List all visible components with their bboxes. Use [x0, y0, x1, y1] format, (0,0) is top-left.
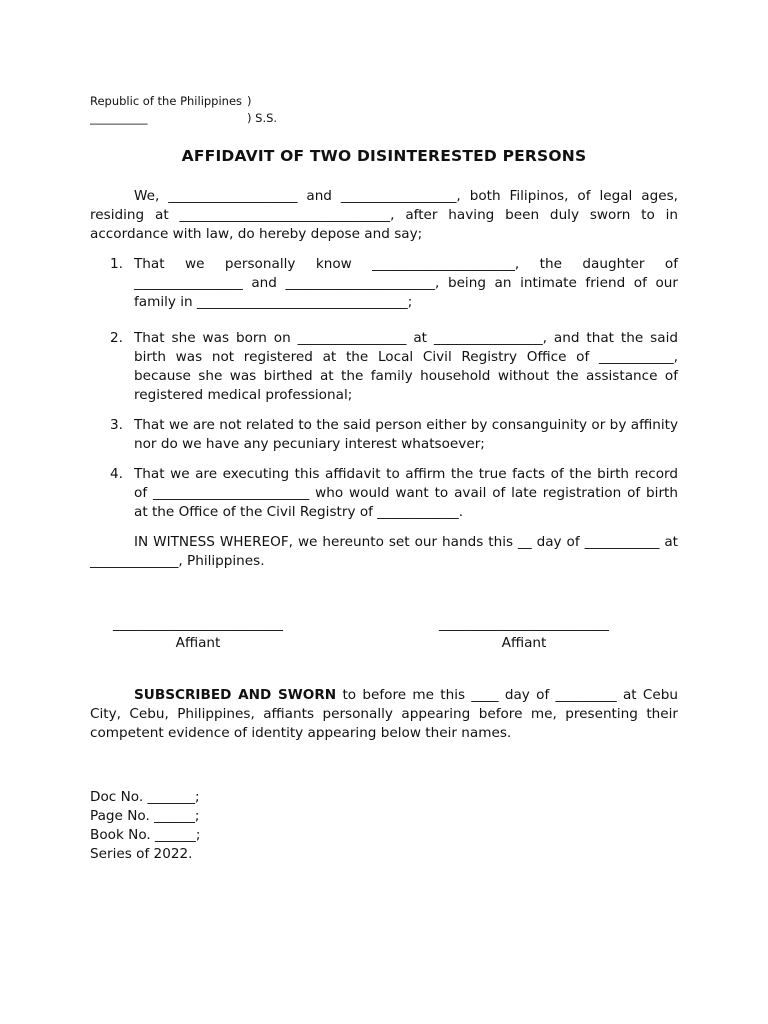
statement-text: That we personally know _____________________, the daughter of ________________ and ______________________, being an intimate friend of our family in _______________________________;	[134, 256, 678, 310]
statement-item-2	[90, 329, 678, 405]
statement-number: 3.	[110, 417, 123, 433]
book-number: Book No. ______;	[90, 827, 201, 843]
signature-label: Affiant	[175, 635, 221, 651]
signature-line: _________________________	[113, 616, 283, 632]
affidavit-body	[90, 187, 678, 743]
venue-paren: )	[247, 94, 252, 108]
notary-block	[90, 788, 200, 864]
affiant-signature-2	[414, 615, 634, 653]
venue-ss: ) S.S.	[247, 111, 278, 125]
statement-item-1	[90, 255, 678, 312]
venue-country: Republic of the Philippines	[90, 94, 243, 108]
venue-row-2	[90, 110, 278, 127]
witness-paragraph: IN WITNESS WHEREOF, we hereunto set our hands this __ day of ___________ at _____________, Philippines.	[90, 534, 678, 569]
signature-label: Affiant	[501, 635, 547, 651]
statement-number: 1.	[110, 256, 123, 272]
signature-line: _________________________	[439, 616, 609, 632]
series-year: Series of 2022.	[90, 846, 193, 862]
statement-item-4	[90, 465, 678, 522]
doc-number: Doc No. _______;	[90, 789, 200, 805]
venue-row-1	[90, 93, 252, 110]
statement-text: That we are executing this affidavit to affirm the true facts of the birth record of _______________________ who would want to avail of late registration of birth at the Office of the Civil Registry of ____________.	[134, 466, 678, 520]
subscribed-paragraph	[90, 686, 678, 743]
subscribed-heading: SUBSCRIBED AND SWORN	[134, 687, 337, 703]
statement-list	[90, 255, 678, 522]
statement-text: That we are not related to the said person either by consanguinity or by affinity nor do we have any pecuniary interest whatsoever;	[134, 417, 678, 452]
venue-block	[90, 93, 278, 127]
affiant-signature-1	[88, 615, 308, 653]
statement-text: That she was born on ________________ at ________________, and that the said birth was not registered at the Local Civil Registry Office of ___________, because she was birthed at the family household without the assistance of registered medical professional;	[134, 330, 678, 403]
venue-blank: __________	[90, 111, 148, 125]
page-number: Page No. ______;	[90, 808, 200, 824]
statement-number: 4.	[110, 466, 123, 482]
document-title: AFFIDAVIT OF TWO DISINTERESTED PERSONS	[181, 147, 587, 165]
subscribed-text: to before me this ____ day of _________ at Cebu City, Cebu, Philippines, affiants personally appearing before me, presenting their competent evidence of identity appearing below their names.	[90, 687, 678, 741]
signature-row	[90, 615, 678, 655]
statement-item-3	[90, 416, 678, 454]
statement-number: 2.	[110, 330, 123, 346]
intro-paragraph: We, ___________________ and _________________, both Filipinos, of legal ages, residing at _______________________________, after having been duly sworn to in accordance with law, do hereby depose and say;	[90, 188, 678, 242]
